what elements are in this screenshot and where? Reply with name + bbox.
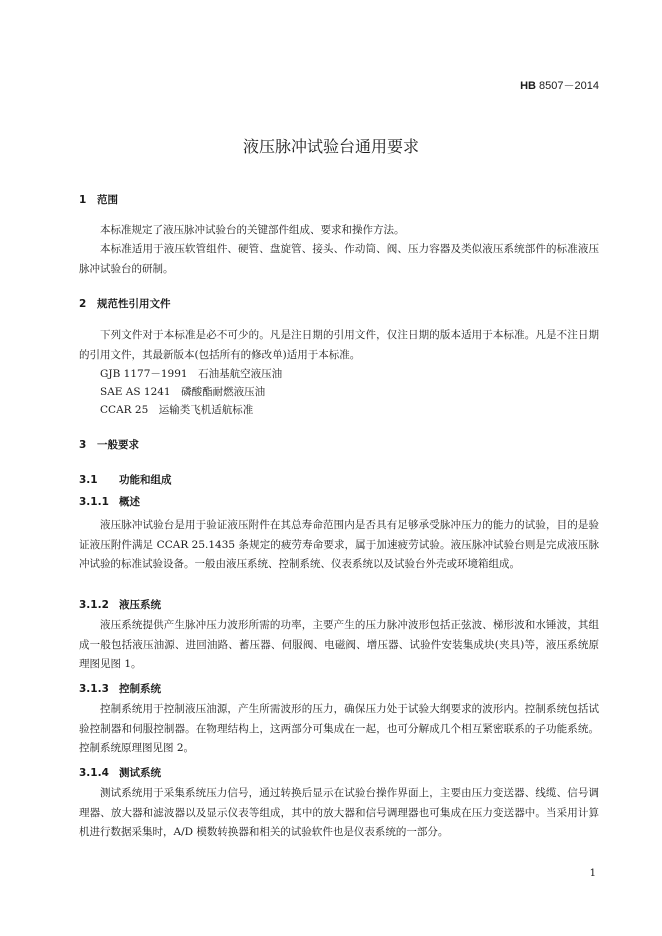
section-title: 控制系统 <box>119 683 161 695</box>
reference-item: CCAR 25 运输类飞机适航标准 <box>100 404 254 416</box>
section-title: 范围 <box>97 194 118 206</box>
section-3-1-4-paragraph: 测试系统用于采集系统压力信号，通过转换后显示在试验台操作界面上，主要由压力变送器、线缆、信号调理器、放大器和滤波器以及显示仪表等组成，其中的放大器和信号调理器也可集成在压力变送器中。当采用计算机进行数据采集时，A/D 模数转换器和相关的试验软件也是仪表系统的一部分。 <box>79 787 599 838</box>
section-number: 3.1.1 <box>79 496 109 508</box>
section-number: 3 <box>79 439 87 451</box>
section-number: 3.1 <box>79 474 98 486</box>
document-number <box>520 77 599 93</box>
section-3-1-2-paragraph: 液压系统提供产生脉冲压力波形所需的功率，主要产生的压力脉冲波形包括正弦波、梯形波和水锤波，其组成一般包括液压油源、进回油路、蓄压器、伺服阀、电磁阀、增压器、试验件安装集成块(夹具)等，液压系统原理图见图 1。 <box>79 619 599 670</box>
page-title: 液压脉冲试验台通用要求 <box>242 137 419 156</box>
section-3-1-3-paragraph: 控制系统用于控制液压油源，产生所需波形的压力，确保压力处于试验大纲要求的波形内。控制系统包括试验控制器和伺服控制器。在物理结构上，这两部分可集成在一起，也可分解成几个相互紧密联系的子功能系统。控制系统原理图见图 2。 <box>79 703 599 754</box>
section-number: 3.1.3 <box>79 683 109 695</box>
section-number: 2 <box>79 298 87 310</box>
section-2-heading <box>79 296 171 311</box>
section-3-1-4-heading <box>79 765 161 780</box>
section-number: 3.1.2 <box>79 599 109 611</box>
section-3-heading <box>79 437 139 452</box>
section-1-heading <box>79 192 118 207</box>
section-2-paragraph: 下列文件对于本标准是必不可少的。凡是注日期的引用文件，仅注日期的版本适用于本标准。凡是不注日期的引用文件，其最新版本(包括所有的修改单)适用于本标准。 <box>79 329 599 361</box>
section-3-1-1-paragraph: 液压脉冲试验台是用于验证液压附件在其总寿命范围内是否具有足够承受脉冲压力的能力的试验，目的是验证液压附件满足 CCAR 25.1435 条规定的疲劳寿命要求，属于加速疲劳试验。液压脉冲试验台则是完成液压脉冲试验的标准试验设备。一般由液压系统、控制系统、仪表系统以及试验台外壳或环境箱组成。 <box>79 519 599 570</box>
section-title: 概述 <box>119 496 140 508</box>
reference-item: SAE AS 1241 磷酸酯耐燃液压油 <box>100 386 266 398</box>
section-3-1-heading <box>79 472 172 487</box>
section-3-1-1-heading <box>79 494 140 509</box>
section-title: 测试系统 <box>119 767 161 779</box>
section-1-paragraph-1: 本标准规定了液压脉冲试验台的关键部件组成、要求和操作方法。 <box>100 224 405 236</box>
standard-code: HB <box>520 80 536 92</box>
section-number: 3.1.4 <box>79 767 109 779</box>
section-3-1-2-heading <box>79 597 161 612</box>
reference-item: GJB 1177－1991 石油基航空液压油 <box>100 368 283 380</box>
standard-number: 8507－2014 <box>539 80 599 92</box>
section-title: 规范性引用文件 <box>97 298 171 310</box>
section-title: 液压系统 <box>119 599 161 611</box>
section-number: 1 <box>79 194 87 206</box>
page-number: 1 <box>589 868 596 879</box>
section-3-1-3-heading <box>79 681 161 696</box>
section-1-paragraph-2: 本标准适用于液压软管组件、硬管、盘旋管、接头、作动筒、阀、压力容器及类似液压系统部件的标准液压脉冲试验台的研制。 <box>79 243 599 275</box>
section-title: 功能和组成 <box>119 474 172 486</box>
section-title: 一般要求 <box>97 439 139 451</box>
